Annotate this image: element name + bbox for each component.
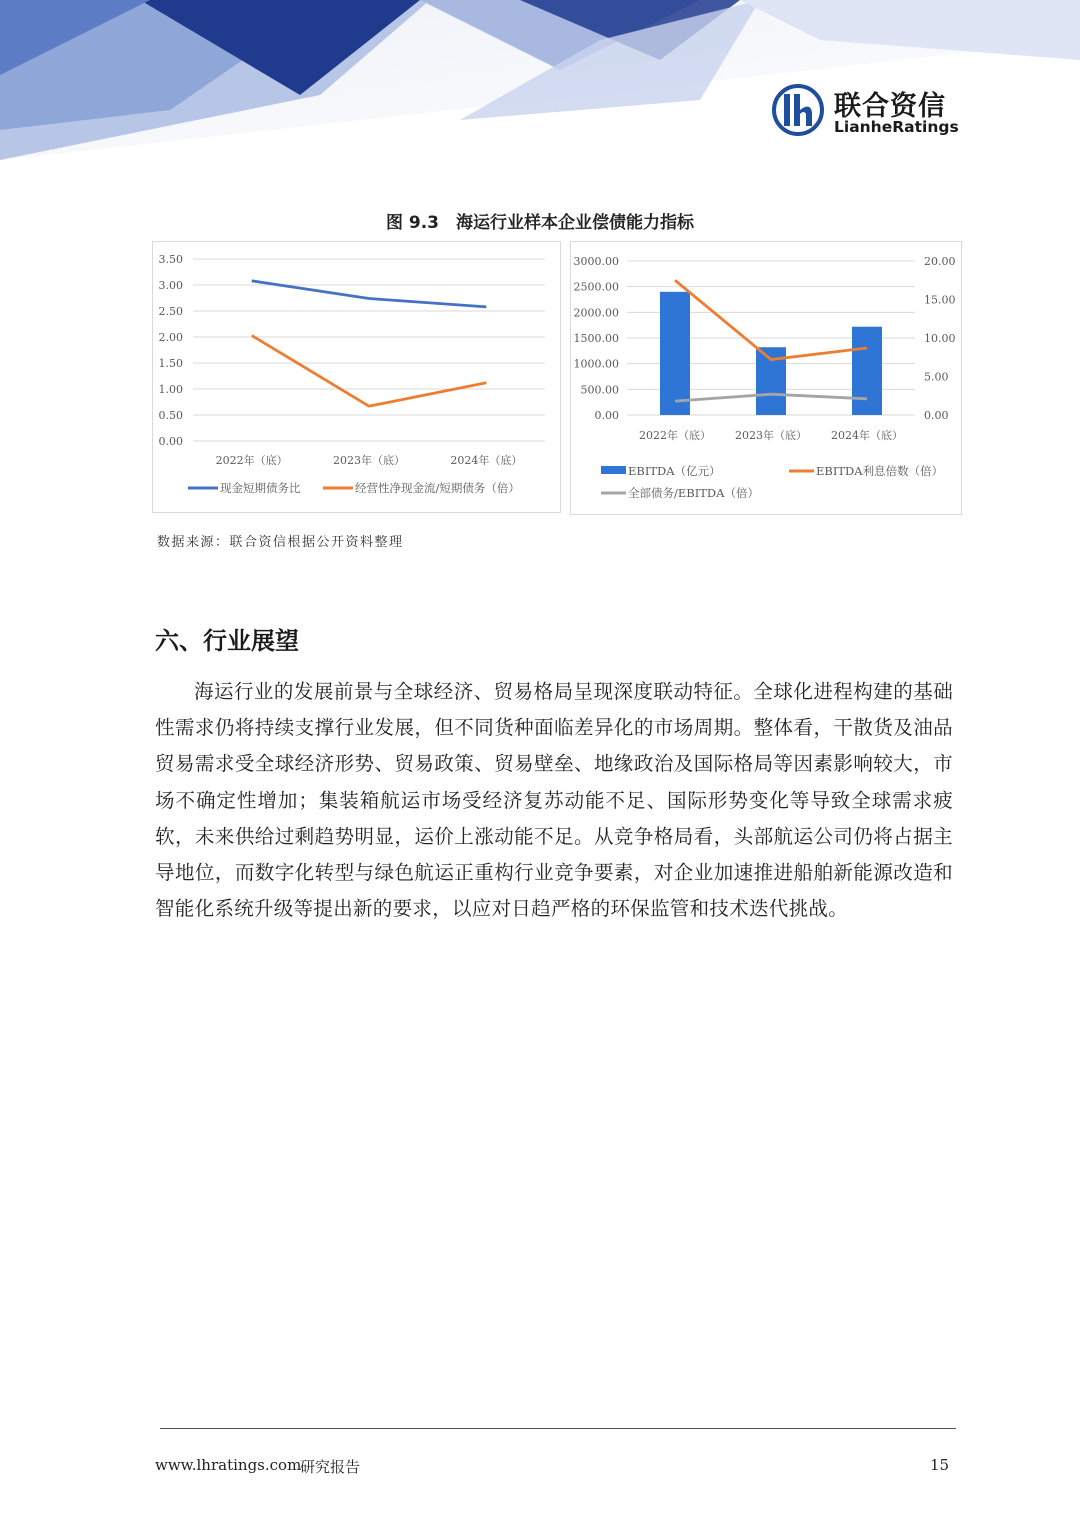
y-tick-label: 1.00 (158, 383, 183, 396)
bar-ebitda (660, 292, 690, 415)
y-tick-label: 3.50 (158, 253, 183, 266)
footer-website-link[interactable]: www.lhratings.com (155, 1456, 302, 1474)
logo-brand-en: LianheRatings (834, 118, 959, 136)
page-number: 15 (930, 1456, 950, 1474)
x-tick-label: 2024年（底） (831, 429, 903, 442)
legend-label: 经营性净现金流/短期债务（倍） (355, 481, 520, 495)
y2-tick-label: 5.00 (924, 370, 949, 384)
y-tick-label: 1000.00 (573, 357, 619, 371)
legend-label: 全部债务/EBITDA（倍） (628, 486, 759, 500)
y-tick-label: 2.00 (158, 331, 183, 344)
y-tick-label: 0.00 (594, 409, 619, 422)
logo-brand-cn: 联合资信 (834, 91, 946, 122)
data-source-note: 数据来源：联合资信根据公开资料整理 (157, 535, 404, 550)
chart-ebitda-svg (571, 242, 961, 514)
section-heading: 六、行业展望 (155, 627, 299, 655)
y-tick-label: 3000.00 (573, 255, 619, 268)
chart-liquidity-ratios (152, 241, 561, 513)
y-tick-label: 1.50 (158, 357, 183, 370)
y-tick-label: 2500.00 (573, 280, 619, 294)
y2-tick-label: 15.00 (924, 293, 956, 307)
x-tick-label: 2022年（底） (639, 429, 711, 442)
footer-divider (160, 1428, 956, 1429)
y-tick-label: 2000.00 (573, 306, 619, 320)
legend-label: EBITDA利息倍数（倍） (816, 464, 944, 478)
chart-liquidity-svg (153, 242, 560, 512)
section-paragraph: 海运行业的发展前景与全球经济、贸易格局呈现深度联动特征。全球化进程构建的基础性需求仍将持续支撑行业发展，但不同货种面临差异化的市场周期。整体看，干散货及油品贸易需求受全球经济形势、贸易政策、贸易壁垒、地缘政治及国际格局等因素影响较大，市场不确定性增加；集装箱航运市场受经济复苏动能不足、国际形势变化等导致全球需求疲软，未来供给过剩趋势明显，运价上涨动能不足。从竞争格局看，头部航运公司仍将占据主导地位，而数字化转型与绿色航运正重构行业竞争要素，对企业加速推进船舶新能源改造和智能化系统升级等提出新的要求，以应对日趋严格的环保监管和技术迭代挑战。 (155, 680, 953, 921)
x-tick-label: 2022年（底） (215, 454, 288, 467)
lianhe-logo-icon (770, 82, 830, 142)
x-tick-label: 2023年（底） (735, 429, 807, 442)
chart-ebitda-coverage (570, 241, 962, 515)
legend-label: 现金短期债务比 (220, 481, 301, 495)
legend-swatch (601, 466, 626, 474)
footer-document-type: 研究报告 (300, 1458, 361, 1476)
legend-label: EBITDA（亿元） (628, 464, 721, 478)
figure-title: 图 9.3 海运行业样本企业偿债能力指标 (385, 213, 695, 233)
y2-tick-label: 0.00 (924, 409, 949, 422)
y2-tick-label: 20.00 (924, 255, 956, 268)
y-tick-label: 0.00 (158, 435, 183, 448)
series-line-2 (252, 335, 487, 406)
y-tick-label: 1500.00 (573, 332, 619, 345)
y-tick-label: 500.00 (580, 383, 619, 397)
x-tick-label: 2023年（底） (333, 454, 405, 467)
x-tick-label: 2024年（底） (450, 454, 523, 467)
bar-ebitda (852, 327, 882, 415)
y2-tick-label: 10.00 (924, 332, 956, 345)
y-tick-label: 3.00 (158, 279, 183, 292)
y-tick-label: 2.50 (158, 305, 183, 318)
y-tick-label: 0.50 (158, 409, 183, 422)
